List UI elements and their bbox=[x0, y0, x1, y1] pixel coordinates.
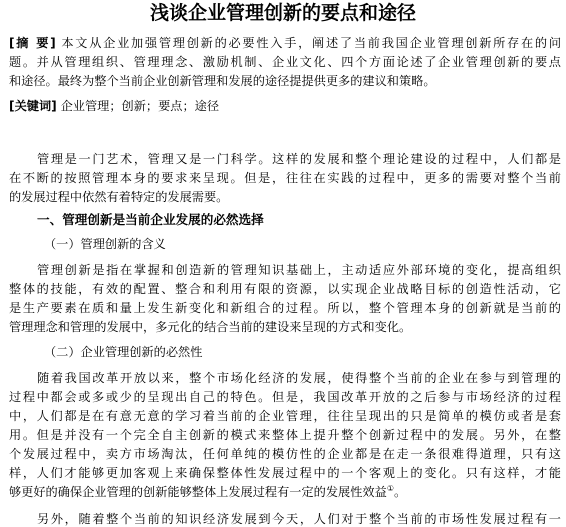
abstract-line bbox=[9, 33, 561, 53]
section-heading: 一、管理创新是当前企业发展的必然选择 bbox=[37, 212, 264, 227]
body-line: 随着我国改革开放以来，整个市场化经济的发展，使得整个当前的企业在参与到管理的 bbox=[37, 371, 561, 385]
body-text: 够更好的确保企业管理的创新能够整体上发展过程有一定的发展性效益 bbox=[9, 485, 387, 499]
body-line: 中，人们都是在有意无意的学习着当前的企业管理，往往呈现出的只是简单的模仿或者是套 bbox=[9, 409, 561, 423]
body-line: 样，人们才能够更加客观上来确保整体性发展过程中的一个客观上的变化。只有这样，才能 bbox=[9, 466, 561, 480]
abstract-label: [摘 要] bbox=[9, 36, 56, 50]
body-line: 管理创新是指在掌握和创造新的管理知识基础上，主动适应外部环境的变化，提高组织 bbox=[37, 263, 561, 277]
body-line: 的发展过程中依然有着特定的发展需要。 bbox=[9, 190, 229, 204]
body-text: 。 bbox=[393, 485, 407, 499]
body-line: 在不断的按照管理本身的要求来呈现。但是，往往在实践的过程中，更多的需要对整个当前 bbox=[9, 171, 561, 185]
abstract-line: 题。并从管理组织、管理理念、激励机制、企业文化、四个方面论述了企业管理创新的要点 bbox=[9, 55, 561, 69]
body-line: 管理是一门艺术，管理又是一门科学。这样的发展和整个理论建设的过程中，人们都是 bbox=[37, 152, 561, 166]
body-line bbox=[9, 482, 561, 502]
body-line: 管理理念和管理的发展中，多元化的结合当前的建设来呈现的方式和变化。 bbox=[9, 320, 412, 334]
body-line: 用。但是并没有一个完全自主创新的模式来整体上提升整个创新过程中的发展。另外，在整 bbox=[9, 428, 561, 442]
page-title: 浅谈企业管理创新的要点和途径 bbox=[149, 2, 416, 24]
keywords-label: [关键词] bbox=[9, 99, 57, 113]
subsection-heading: （一）管理创新的含义 bbox=[44, 237, 166, 251]
abstract-text: 本文从企业加强管理创新的必要性入手，阐述了当前我国企业管理创新所存在的问 bbox=[61, 36, 561, 50]
keywords-text: 企业管理；创新；要点；途径 bbox=[60, 99, 220, 113]
body-line: 个发展过程中，卖方市场淘汰，任何单纯的模仿性的企业都是在走一条很难得道理，只有这 bbox=[9, 447, 561, 461]
abstract-line: 和途径。最终为整个当前企业创新管理和发展的途径提提供更多的建议和策略。 bbox=[9, 74, 436, 88]
footnote-marker[interactable]: ① bbox=[386, 483, 394, 493]
body-line: 整体的技能，有效的配置、整合和利用有限的资源，以实现企业战略目标的创造性活动，它 bbox=[9, 282, 561, 296]
body-line: 另外，随着整个当前的知识经济发展到今天，人们对于整个当前的市场性发展过程有一 bbox=[37, 512, 561, 526]
keywords-line bbox=[9, 96, 561, 116]
body-line: 过程中都会或多或少的呈现出自己的特色。但是，我国改革开放的之后参与市场经济的过程 bbox=[9, 390, 561, 404]
subsection-heading: （二）企业管理创新的必然性 bbox=[44, 345, 203, 359]
body-line: 是生产要素在质和量上发生新变化和新组合的过程。所以，整个管理本身的创新就是当前的 bbox=[9, 301, 561, 315]
